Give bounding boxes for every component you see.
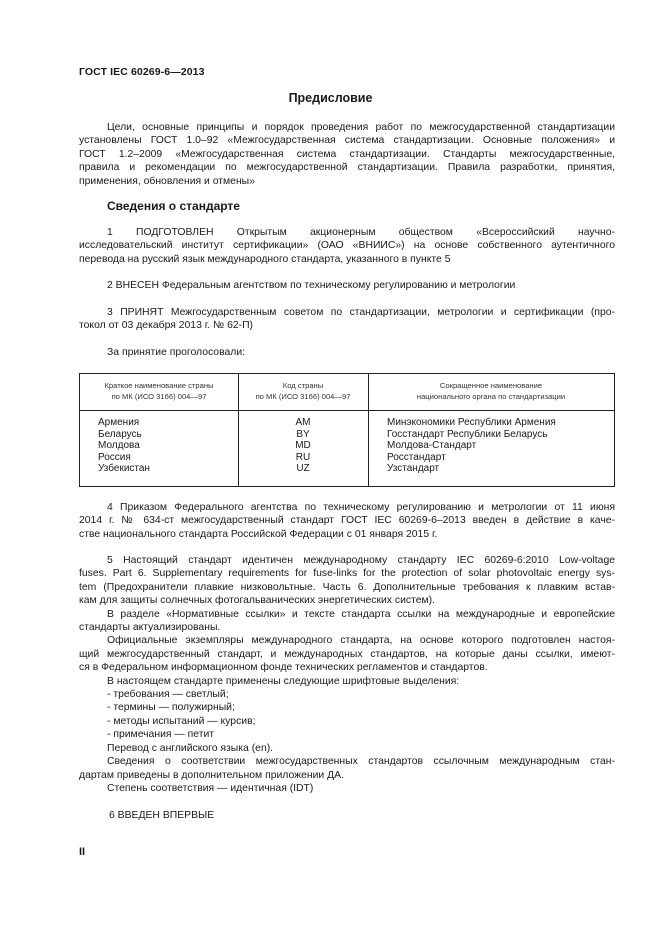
section-title: Сведения о стандарте <box>107 199 240 213</box>
header-text: Краткое наименование страны <box>104 381 214 390</box>
item-5-line: Перевод с английского языка (en). <box>107 742 274 754</box>
table-header-row <box>80 374 614 411</box>
item-2-line: 2 ВНЕСЕН Федеральным агентством по техническому регулированию и метрологии <box>107 280 516 291</box>
page-number: II <box>79 846 86 858</box>
font-list-item: - примечания — петит <box>107 729 215 741</box>
item-6-line: 6 ВВЕДЕН ВПЕРВЫЕ <box>109 810 215 821</box>
item-2 <box>79 279 615 292</box>
item-4-line: 2014 г. № 634-ст межгосударственный стандарт ГОСТ IEC 60269-6–2013 введен в действие в каче- <box>79 515 615 527</box>
voting-table <box>79 373 615 487</box>
header-text: Код страны <box>282 381 324 390</box>
column-divider <box>368 374 369 486</box>
country-cell: Армения <box>98 417 140 428</box>
item-5-line: дартам приведены в дополнительном приложении ДА. <box>79 769 344 781</box>
code-column <box>238 417 368 475</box>
body-cell: Минэкономики Республики Армения <box>387 417 556 428</box>
item-1 <box>79 226 615 266</box>
font-list-item: - методы испытаний — курсив; <box>107 715 256 727</box>
body-cell: Госстандарт Республики Беларусь <box>387 428 548 440</box>
item-1-line: перевода на русский язык международного стандарта, указанного в пункте 5 <box>79 253 451 265</box>
item-5-line: tem (Предохранители плавкие низковольтные. Часть 6. Дополнительные требования к плавким встав- <box>79 581 615 593</box>
item-4 <box>79 501 615 541</box>
header-text: по МК (ИСО 3166) 004—97 <box>111 392 207 401</box>
document-id: ГОСТ IEC 60269-6—2013 <box>79 66 205 78</box>
body-cell: Росстандарт <box>387 451 446 463</box>
preface-line: Цели, основные принципы и порядок проведения работ по межгосударственной стандартизации <box>107 122 615 133</box>
preface-title: Предисловие <box>288 91 373 105</box>
voted-label <box>79 346 615 359</box>
item-5-line: Степень соответствия — идентичная (IDT) <box>107 782 314 794</box>
country-cell: Молдова <box>98 440 140 452</box>
preface-line: правила и рекомендации по межгосударственной стандартизации. Правила разработки, принятия, <box>79 162 615 174</box>
body-column <box>387 417 556 475</box>
preface-line: ГОСТ 1.2–2009 «Межгосударственная система стандартизации. Стандарты межгосударственные, <box>79 148 615 160</box>
item-1-line: 1 ПОДГОТОВЛЕН Открытым акционерным обществом «Всероссийский научно- <box>107 227 615 238</box>
table-header-country <box>80 380 238 402</box>
item-5-line: Официальные экземпляры международного стандарта, на основе которого подготовлен настоя- <box>107 635 615 647</box>
item-6 <box>79 809 615 822</box>
code-cell: BY <box>296 428 310 440</box>
header-text: Сокращенное наименование <box>439 381 543 390</box>
item-5-line: 5 Настоящий стандарт идентичен международному стандарту IEC 60269-6:2010 Low-voltage <box>107 555 615 566</box>
item-3-line: 3 ПРИНЯТ Межгосударственным советом по стандартизации, метрологии и сертификации (про- <box>107 307 615 318</box>
preface-line: применения, обновления и отмены» <box>79 175 255 187</box>
item-5-line: ся в Федеральном информационном фонде технических регламентов и стандартов. <box>79 662 488 674</box>
table-header-code <box>238 380 368 402</box>
voted-line: За принятие проголосовали: <box>107 347 246 358</box>
code-cell: MD <box>295 440 311 452</box>
item-5-line: В настоящем стандарте применены следующие шрифтовые выделения: <box>107 675 460 687</box>
item-1-line: исследовательский институт сертификации» (ОАО «ВНИИС») на основе собственного аутентичного <box>79 240 615 252</box>
font-list-item: - термины — полужирный; <box>107 702 235 714</box>
body-cell: Узстандарт <box>387 463 440 475</box>
header-text: по МК (ИСО 3166) 004—97 <box>255 392 351 401</box>
table-header-body <box>368 380 614 402</box>
body-cell: Молдова-Стандарт <box>387 440 477 452</box>
font-list-item: - требования — светлый; <box>107 689 229 701</box>
item-3 <box>79 306 615 333</box>
header-text: национального органа по стандартизации <box>416 392 566 401</box>
code-cell: AM <box>295 417 311 428</box>
country-cell: Узбекистан <box>98 463 150 475</box>
item-5 <box>79 554 615 795</box>
item-5-line: fuses. Part 6. Supplementary requirements for fuse-links for the protection of solar photovoltaic energy sys- <box>79 568 615 580</box>
code-cell: RU <box>295 451 311 463</box>
code-cell: UZ <box>296 463 310 475</box>
country-cell: Беларусь <box>98 428 142 440</box>
preface-line: установлены ГОСТ 1.0–92 «Межгосударственная система стандартизации. Основные положения» и <box>79 135 615 147</box>
country-column <box>98 417 150 475</box>
item-3-line: токол от 03 декабря 2013 г. № 62-П) <box>79 320 254 332</box>
item-5-line: Сведения о соответствии межгосударственных стандартов ссылочным международным стан- <box>107 756 615 768</box>
item-5-line: кам для защиты солнечных фотогальванических энергетических систем). <box>79 595 435 607</box>
item-5-line: В разделе «Нормативные ссылки» и тексте стандарта ссылки на международные и европейские <box>107 608 615 620</box>
item-5-line: стандарты актуализированы. <box>79 622 221 634</box>
preface-text <box>79 121 615 188</box>
country-cell: Россия <box>98 451 131 463</box>
item-4-line: стве национального стандарта Российской Федерации с 01 января 2015 г. <box>79 528 438 540</box>
item-4-line: 4 Приказом Федерального агентства по техническому регулированию и метрологии от 11 июня <box>107 502 615 513</box>
item-5-line: щий межгосударственный стандарт, и международных стандартов, на которые даны ссылки, имеют- <box>79 648 615 660</box>
